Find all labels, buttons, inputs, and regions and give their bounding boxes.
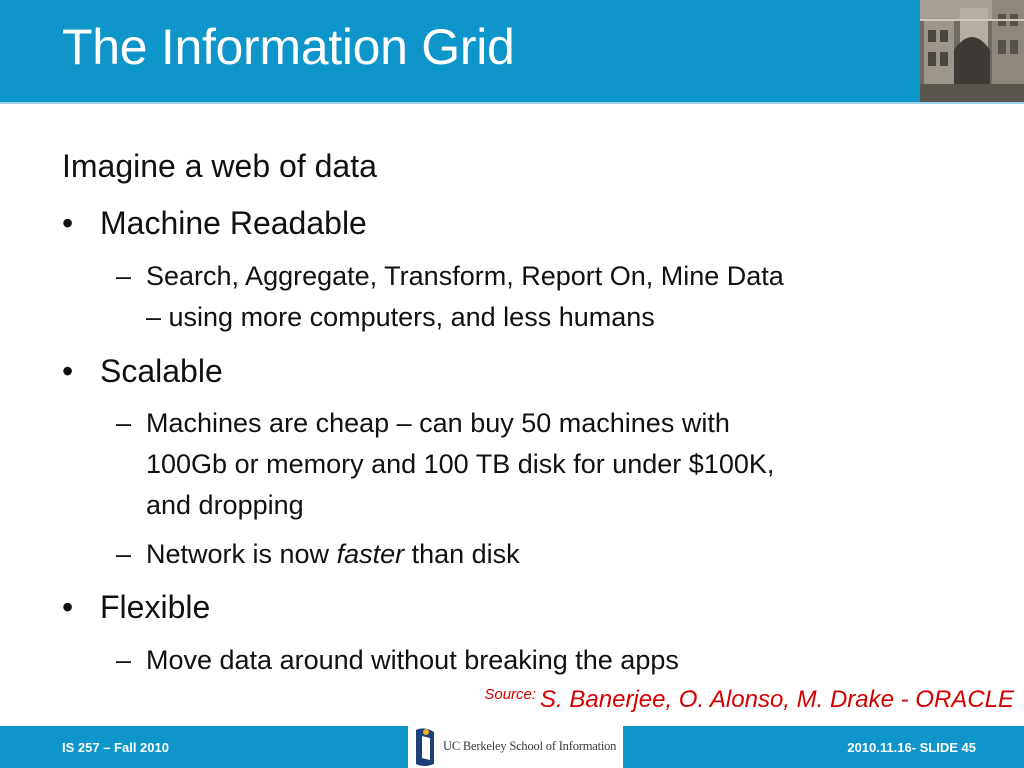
sub-bullet-text-before: Network is now xyxy=(146,539,337,569)
slide-title: The Information Grid xyxy=(62,19,515,75)
source-label: Source: xyxy=(484,686,537,703)
dash-glyph: – xyxy=(116,539,132,569)
logo-text: UC Berkeley School of Information xyxy=(443,739,617,753)
dash-glyph: – xyxy=(116,408,132,438)
sub-bullet-text: Move data around without breaking the apps xyxy=(146,645,679,675)
header-divider xyxy=(0,102,1024,104)
sub-bullet-text: Machines are cheap – can buy 50 machines with xyxy=(146,408,730,438)
sub-bullet-text: and dropping xyxy=(146,490,304,520)
sub-bullet-network xyxy=(146,539,520,570)
course-label: IS 257 – Fall 2010 xyxy=(62,740,169,755)
emphasis-faster: faster xyxy=(336,539,405,569)
source-text: S. Banerjee, O. Alonso, M. Drake - ORACLE xyxy=(540,686,1014,713)
ischool-logo-mark-icon xyxy=(410,726,442,768)
bullet-scalable: Scalable xyxy=(100,353,223,389)
slide-header xyxy=(0,0,1024,102)
slide-number: 2010.11.16- SLIDE 45 xyxy=(847,740,976,755)
sub-bullet-text: – using more computers, and less humans xyxy=(146,302,655,332)
ischool-logo xyxy=(408,726,623,768)
dash-glyph: – xyxy=(116,645,132,675)
building-archway-photo xyxy=(920,0,1024,102)
dash-glyph: – xyxy=(116,261,132,291)
source-citation xyxy=(484,686,1014,714)
bullet-glyph: • xyxy=(62,353,74,389)
sub-bullet-text: 100Gb or memory and 100 TB disk for under $100K, xyxy=(146,449,775,479)
bullet-glyph: • xyxy=(62,205,74,241)
bullet-glyph: • xyxy=(62,589,74,625)
sub-bullet-text: Search, Aggregate, Transform, Report On, Mine Data xyxy=(146,261,784,291)
bullet-machine-readable: Machine Readable xyxy=(100,205,367,241)
bullet-flexible: Flexible xyxy=(100,589,211,625)
slide-footer xyxy=(0,726,1024,768)
sub-bullet-text-after: than disk xyxy=(404,539,520,569)
intro-text: Imagine a web of data xyxy=(62,148,377,184)
